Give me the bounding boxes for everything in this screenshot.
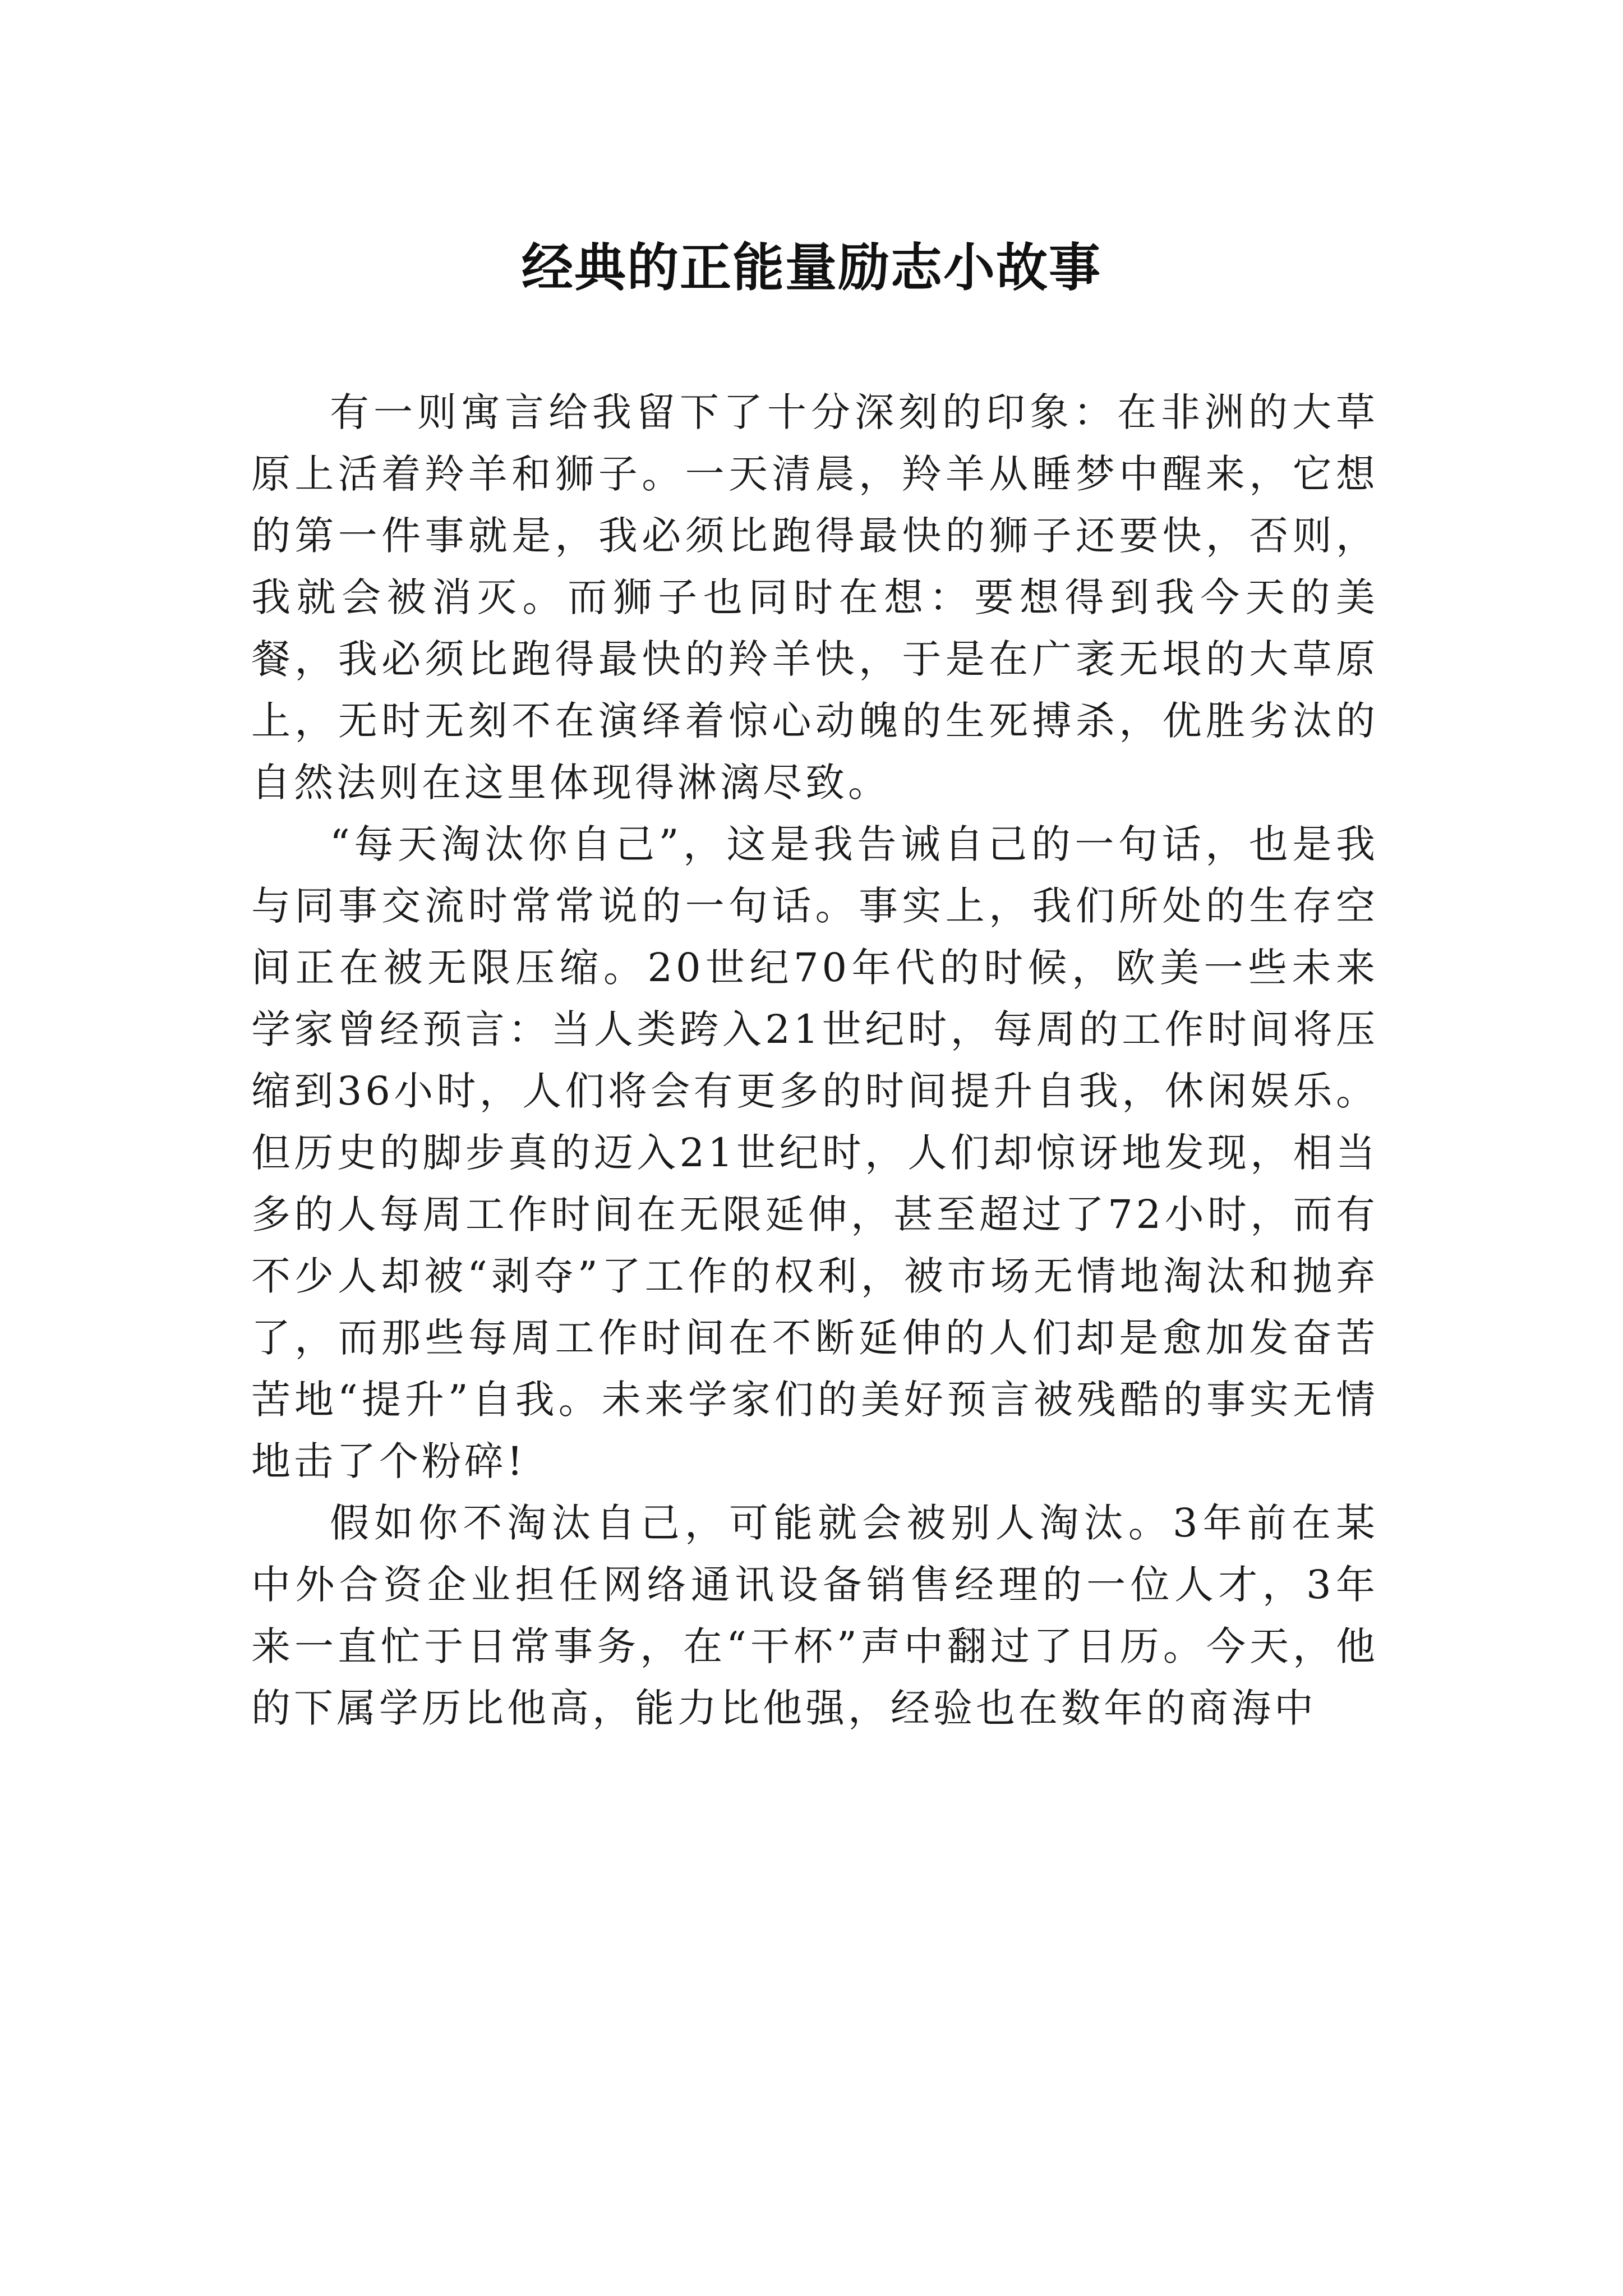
paragraph-2: “每天淘汰你自己”，这是我告诫自己的一句话，也是我与同事交流时常常说的一句话。事实上，我们所处的生存空间正在被无限压缩。20世纪70年代的时候，欧美一些未来学家曾经预言：当人类跨入21世纪时，每周的工作时间将压缩到36小时，人们将会有更多的时间提升自我，休闲娱乐。但历史的脚步真的迈入21世纪时，人们却惊讶地发现，相当多的人每周工作时间在无限延伸，甚至超过了72小时，而有不少人却被“剥夺”了工作的权利，被市场无情地淘汰和抛弃了，而那些每周工作时间在不断延伸的人们却是愈加发奋苦苦地“提升”自我。未来学家们的美好预言被残酷的事实无情地击了个粉碎! [251,821,1378,1484]
document-body [251,381,1378,1739]
document-title: 经典的正能量励志小故事 [521,237,1101,298]
paragraph-1: 有一则寓言给我留下了十分深刻的印象：在非洲的大草原上活着羚羊和狮子。一天清晨，羚羊从睡梦中醒来，它想的第一件事就是，我必须比跑得最快的狮子还要快，否则，我就会被消灭。而狮子也同时在想：要想得到我今天的美餐，我必须比跑得最快的羚羊快，于是在广袤无垠的大草原上，无时无刻不在演绎着惊心动魄的生死搏杀，优胜劣汰的自然法则在这里体现得淋漓尽致。 [251,389,1378,806]
paragraph-3: 假如你不淘汰自己，可能就会被别人淘汰。3年前在某中外合资企业担任网络通讯设备销售经理的一位人才，3年来一直忙于日常事务，在“干杯”声中翻过了日历。今天，他的下属学历比他高，能力比他强，经验也在数年的商海中 [251,1500,1378,1731]
